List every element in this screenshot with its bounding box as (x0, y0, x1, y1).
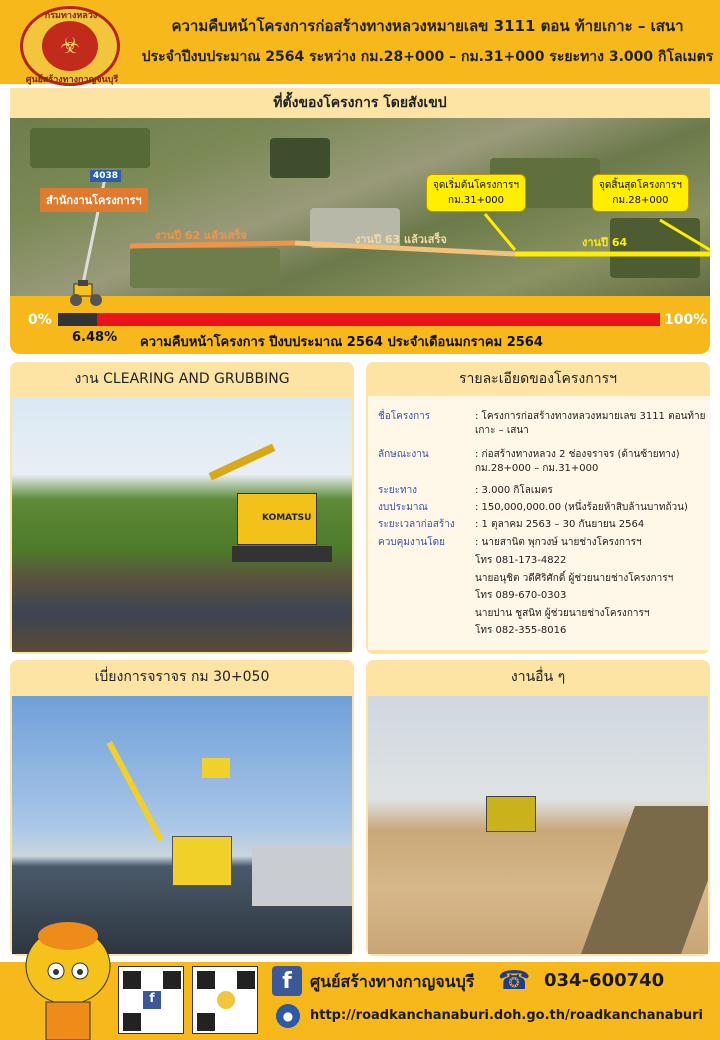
detail-value-type: : ก่อสร้างทางหลวง 2 ช่องจราจร (ด้านซ้ายทาง) กม.28+000 – กม.31+000 (475, 449, 680, 474)
end-point-km: กม.28+000 (612, 195, 669, 206)
logo-top-text: กรมทางหลวง (44, 11, 98, 21)
progress-caption: ความคืบหน้าโครงการ ปีงบประมาณ 2564 ประจำเดือนมกราคม 2564 (140, 335, 543, 350)
detail-value-name: : โครงการก่อสร้างทางหลวงหมายเลข 3111 ตอนท้ายเกาะ – เสนา (475, 411, 706, 436)
globe-icon: ● (276, 1004, 300, 1028)
detail-label-type: ลักษณะงาน (378, 449, 429, 460)
detail-label-name: ชื่อโครงการ (378, 411, 431, 422)
progress-bar (58, 313, 660, 326)
detail-value-duration: : 1 ตุลาคม 2563 – 30 กันยายน 2564 (475, 519, 645, 530)
mascot-elephant-icon (18, 916, 118, 1040)
phone-number[interactable]: 034-600740 (544, 970, 665, 991)
other-work-title: งานอื่น ๆ (366, 660, 710, 694)
work-2564-label: งานปี 64 (582, 236, 628, 249)
department-logo-icon (217, 991, 235, 1009)
contact-line: โทร 081-173-4822 (475, 555, 567, 566)
clearing-title: งาน CLEARING AND GRUBBING (10, 362, 354, 396)
details-title: รายละเอียดของโครงการฯ (366, 362, 710, 396)
progress-max-label: 100% (664, 312, 708, 328)
start-point-label: จุดเริ่มต้นโครงการฯ (433, 180, 520, 191)
progress-current-value: 6.48% (72, 330, 118, 345)
telephone-icon: ☎ (498, 966, 531, 996)
progress-min-label: 0% (28, 312, 52, 328)
detour-title: เบี่ยงการจราจร กม 30+050 (10, 660, 354, 694)
start-point-km: กม.31+000 (448, 195, 505, 206)
detail-label-supervisor: ควบคุมงานโดย (378, 537, 445, 548)
end-point-label: จุดสิ้นสุดโครงการฯ (599, 180, 682, 191)
contact-line: นายปาน ชูสนิท ผู้ช่วยนายช่างโครงการฯ (475, 608, 650, 619)
logo-bottom-text: ศูนย์สร้างทางกาญจนบุรี (25, 75, 119, 85)
detail-label-distance: ระยะทาง (378, 485, 418, 496)
map-section-title: ที่ตั้งของโครงการ โดยสังเขป (10, 88, 710, 118)
location-map (10, 118, 710, 300)
end-point-callout (592, 174, 689, 212)
website-link[interactable]: http://roadkanchanaburi.doh.go.th/roadkanchanaburi (310, 1008, 704, 1023)
facebook-page-name[interactable]: ศูนย์สร้างทางกาญจนบุรี (310, 972, 475, 991)
page-subtitle: ประจำปีงบประมาณ 2564 ระหว่าง กม.28+000 – กม.31+000 ระยะทาง 3.000 กิโลเมตร (141, 49, 714, 65)
work-2562-label: งานปี 62 แล้วเสร็จ (155, 229, 247, 242)
detail-label-budget: งบประมาณ (378, 502, 428, 513)
detail-value-budget: : 150,000,000.00 (หนึ่งร้อยห้าสิบล้านบาทถ้วน) (475, 502, 688, 513)
detail-label-duration: ระยะเวลาก่อสร้าง (378, 519, 455, 530)
detail-value-distance: : 3.000 กิโลเมตร (475, 485, 553, 496)
page-title: ความคืบหน้าโครงการก่อสร้างทางหลวงหมายเลข 3111 ตอน ท้ายเกาะ – เสนา (171, 17, 684, 35)
emblem-icon: ☣ (42, 21, 98, 71)
facebook-qr-code (118, 966, 184, 1034)
office-label: สำนักงานโครงการฯ (40, 188, 148, 212)
work-2563-label: งานปี 63 แล้วเสร็จ (355, 233, 447, 246)
facebook-icon[interactable]: f (272, 966, 302, 996)
detail-value-supervisor: : นายสานิต พุกวงษ์ นายช่างโครงการฯ (475, 537, 642, 548)
progress-bar-fill (58, 313, 97, 326)
start-point-callout (426, 174, 526, 212)
facebook-icon: f (143, 991, 161, 1009)
clearing-photo (12, 398, 352, 652)
contact-line: โทร 089-670-0303 (475, 590, 567, 601)
contact-line: นายอนุชิต วดีศิริศักดิ์ ผู้ช่วยนายช่างโครงการฯ (475, 573, 674, 584)
contact-line: โทร 082-355-8016 (475, 625, 567, 636)
other-work-photo (368, 696, 708, 954)
road-number-badge: 4038 (90, 170, 121, 182)
excavator-brand: KOMATSU (262, 513, 312, 523)
road-roller-icon (66, 280, 106, 306)
website-qr-code (192, 966, 258, 1034)
